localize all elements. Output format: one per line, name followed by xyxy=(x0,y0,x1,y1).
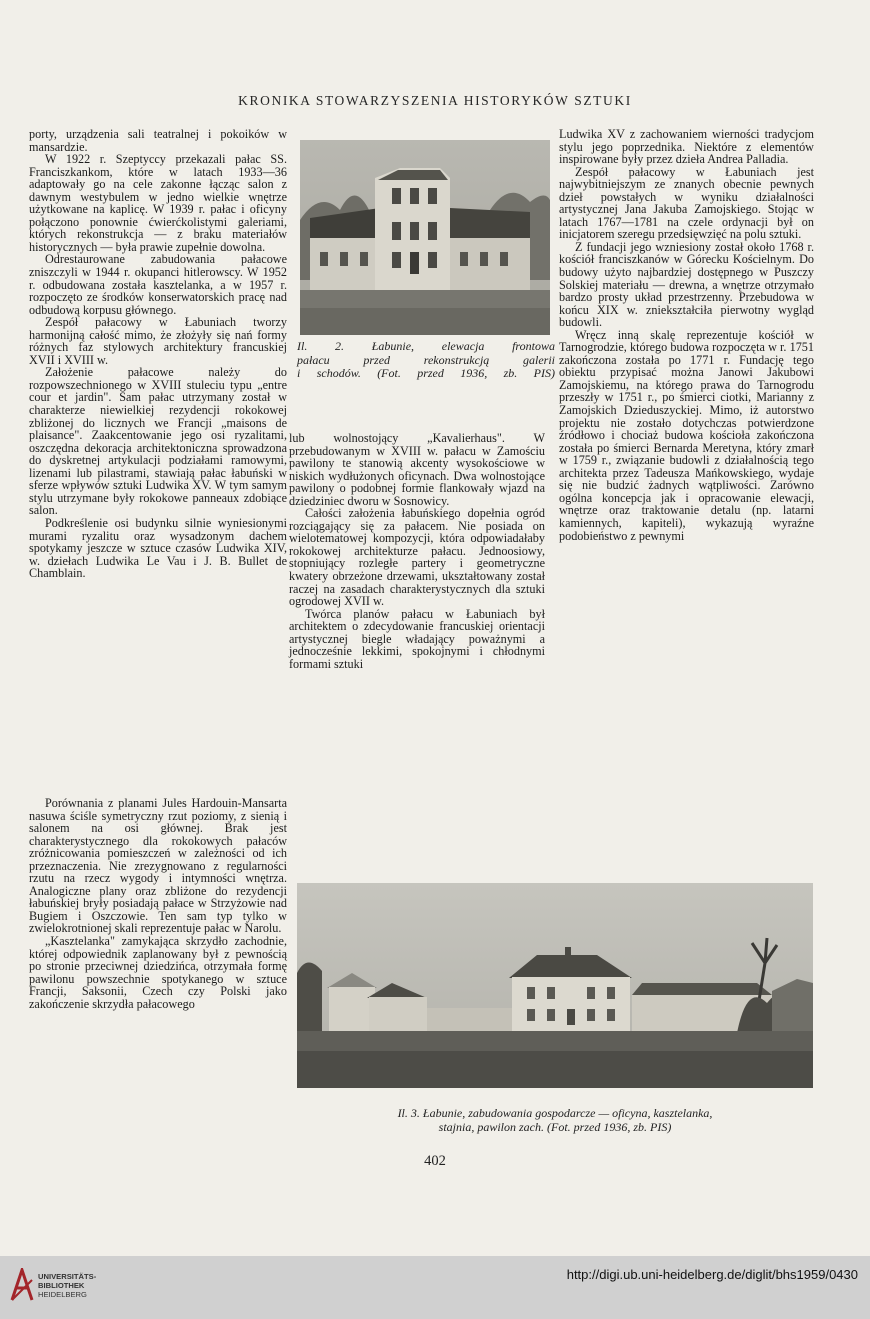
paragraph: W 1922 r. Szeptyccy przekazali pałac SS. Franciszkankom, które w latach 1933—36 adaptowały go na cele zakonne łącząc salon z dawnym westybulem w jedno wielkie wnętrze użytkowane na kaplicę. W 1939 r. pałac i oficyny połączono ponownie ćwierćkolistymi galeriami, których rekonstrukcja — z braku materiałów historycznych — była prawie zupełnie dowolna. xyxy=(29,152,287,254)
paragraph: „Kasztelanka" zamykająca skrzydło zachodnie, której odpowiednik zaplanowany był z pewnością po stronie przeciwnej dziedzińca, otrzymała formę pawilonu powszechnie spotykanego w sztuce Francji, Saksonii, Czech czy Polski jako zakończenie skrzydła pałacowego xyxy=(29,934,287,1011)
paragraph: Założenie pałacowe należy do rozpowszechnionego w XVIII stuleciu typu „entre cour et jardin". Sam pałac utrzymany został w charakterze niewielkiej rezydencji rokokowej zbliżonej do licznych we Francji „maisons de plaisance". Zaakcentowanie jego osi ryzalitami, oszczędna dekoracja architektoniczna sprowadzona do dyskretnej artykulacji podziałami ramowymi, lizenami lub pilastrami, stawiają pałac łabuński w sferze wpływów sztuki Ludwika XV. W tym samym stylu utrzymane były rokokowe panneaux zdobiące salon. xyxy=(29,365,287,518)
paragraph: lub wolnostojący „Kavalierhaus". W przebudowanym w XVIII w. pałacu w Zamościu pawilony te stanowią akcenty wysokościowe w niskich wydłużonych oficynach. Dwa wolnostojące pawilony o podobnej formie flankowały wjazd na dziedziniec dworu w Sosnowicy. xyxy=(289,431,545,508)
caption-line: i schodów. (Fot. przed 1936, zb. PIS) xyxy=(297,366,555,380)
paragraph: Twórca planów pałacu w Łabuniach był architektem o zdecydowanie francuskiej orientacji artystycznej biegle władający poważnymi a jednocześnie lekkimi, spokojnymi i chłodnymi formami sztuki xyxy=(289,606,545,671)
paragraph: porty, urządzenia sali teatralnej i pokoików w mansardzie. xyxy=(29,127,287,154)
farm-buildings-illustration xyxy=(297,883,813,1088)
paragraph: Porównania z planami Jules Hardouin-Mansarta nasuwa ściśle symetryczny rzut poziomy, z sienią i salonem na osi głównej. Brak jest charakterystycznego dla rokokowych pałaców zróżnicowania pomieszczeń w zależności od ich przeznaczenia. Nie zrezygnowano z regularności rzutu na rzecz wygody i intymności wnętrza. Analogiczne plany oraz zbliżone do rezydencji łabuńskiej bryły posiadają pałace w Strzyżowie nad Bugiem i Oszczowie. Ten sam typ tylko w zwielokrotnionej skali reprezentuje pałac w Narolu. xyxy=(29,796,287,936)
figure-3-photo xyxy=(297,883,813,1088)
paragraph: Z fundacji jego wzniesiony został około 1768 r. kościół franciszkanów w Górecku Kościelnym. Do budowy użyto najbardziej dostępnego w Puszczy Solskiej materiału — drewna, a wnętrze otrzymało bardzo prosty układ przestrzenny. Przebudowa w końcu XIX w. zniekształciła pierwotny wygląd budowli. xyxy=(559,239,814,330)
library-logo-icon xyxy=(10,1268,34,1302)
permalink-url[interactable]: http://digi.ub.uni-heidelberg.de/diglit/bhs1959/0430 xyxy=(566,1267,858,1282)
column-3 xyxy=(559,128,814,542)
library-logo xyxy=(10,1264,120,1310)
figure-2-photo xyxy=(300,140,550,335)
palace-facade-illustration xyxy=(300,140,550,335)
paragraph: Podkreślenie osi budynku silnie wyniesionymi murami ryzalitu oraz wysadzonym dachem spotykamy jeszcze w sztuce czasów Ludwika XIV, w. dziełach Ludwika Le Vau i J. B. Bullet de Chamblain. xyxy=(29,515,287,581)
logo-line: BIBLIOTHEK xyxy=(38,1280,85,1290)
paragraph: Zespół pałacowy w Łabuniach jest najwybitniejszym ze znanych obecnie pewnych dzieł powstałych w wyniku działalności artystycznej Jana Jakuba Zamojskiego. Stojąc w latach 1767—1781 na czele ordynacji był on inicjatorem szeregu przedsięwzięć na polu sztuki. xyxy=(559,164,814,242)
page-number: 402 xyxy=(424,1153,446,1169)
figure-2-caption xyxy=(297,340,555,381)
caption-line: Il. 3. Łabunie, zabudowania gospodarcze — oficyna, kasztelanka, xyxy=(397,1106,713,1120)
caption-line: stajnia, pawilon zach. (Fot. przed 1936, zb. PIS) xyxy=(438,1119,672,1134)
logo-line: HEIDELBERG xyxy=(38,1289,87,1299)
column-2 xyxy=(289,432,545,670)
caption-line: pałacu przed rekonstrukcją galerii xyxy=(297,352,555,367)
paragraph: Wręcz inną skalę reprezentuje kościół w Tarnogrodzie, którego budowa rozpoczęta w r. 1751 zakończona została po 1771 r. Fundację tego obiektu przypisać można Janowi Jakubowi Zamojskiemu, na którego prawa do Tarnogrodu przeszły w 1751 r., po śmierci ciotki, Marianny z Zamojskich Dzieduszyckiej. Mimo, iż autorstwo projektu nie zostało dotychczas potwierdzone źródłowo i chociaż budowa kościoła zakończona została po śmierci Bernarda Meretyna, który zmarł w 1759 r., związanie budowli z działalnością tego architekta przez Tadeusza Mańkowskiego, wydaje się nie budzić żadnych wątpliwości. Zarówno ogólna koncepcja jak i opracowanie elewacji, wnętrze oraz traktowanie detalu (np. latarni kamiennych, kapiteli), wykazują wyraźne podobieństwo z pewnymi xyxy=(559,327,814,543)
caption-line: Il. 2. Łabunie, elewacja frontowa xyxy=(297,339,555,353)
paragraph: Całości założenia łabuńskiego dopełnia ogród rozciągający się za pałacem. Nie posiada on wielotematowej kompozycji, która odpowiadałaby rokokowej architekturze pałacu. Jednoosiowy, stopniujący rozległe partery i geometryczne kwatery obrzeżone drzewami, ukształtowany został raczej na zasadach charakterystycznych dla sztuki ogrodowej XVII w. xyxy=(289,506,545,609)
paragraph: Ludwika XV z zachowaniem wierności tradycjom stylu jego poprzednika. Niektóre z elementów inspirowane były przez dzieła Andrea Palladia. xyxy=(559,127,814,167)
figure-3-caption xyxy=(297,1107,813,1134)
logo-line: UNIVERSITÄTS- xyxy=(38,1272,97,1281)
running-head: KRONIKA STOWARZYSZENIA HISTORYKÓW SZTUKI xyxy=(238,93,632,108)
column-1-top xyxy=(29,128,287,580)
paragraph: Zespół pałacowy w Łabuniach tworzy harmonijną całość mimo, że złożyły się nań formy różnych faz stylowych architektury francuskiej XVII i XVIII w. xyxy=(29,315,287,367)
footer-bar xyxy=(0,1256,870,1319)
column-1-bottom xyxy=(29,797,287,1010)
paragraph: Odrestaurowane zabudowania pałacowe zniszczyli w 1944 r. okupanci hitlerowscy. W 1952 r. odbudowana została kasztelanka, a w 1957 r. rozpoczęto ze środków konserwatorskich pracę nad odbudową korpusu głównego. xyxy=(29,252,287,317)
